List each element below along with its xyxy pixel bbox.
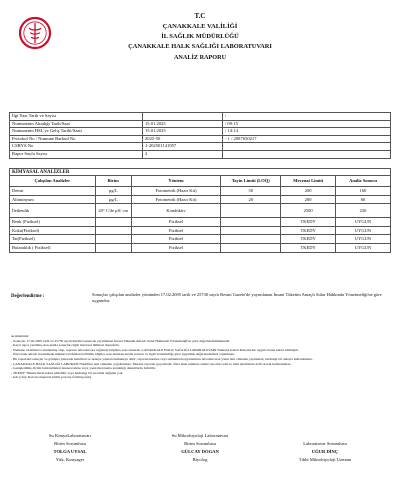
loq-cell: [221, 218, 281, 227]
evaluation-label: Değerlendirme :: [11, 294, 45, 299]
info-label: Protokol No / Numune Barkod No: [10, 135, 143, 143]
signature-block: [270, 432, 380, 464]
signature-role: Birim Sorumlusu: [184, 440, 216, 446]
loq-cell: [221, 243, 281, 252]
signature-block: [20, 432, 120, 464]
info-label: CSBYS.No: [10, 143, 143, 151]
table-row: [10, 226, 391, 235]
info-value: 15.01.2025: [143, 128, 223, 136]
section-title: KİMYASAL ANALİZLER: [9, 168, 391, 175]
signature-name: UĞUR DİNÇ: [311, 448, 339, 454]
info-row: [10, 150, 391, 158]
unit-cell: [95, 235, 131, 244]
note-line: - ÇANAKKALE HALK SAĞLIĞI LABORATUVARI'nın izni olmadan çoğaltılamaz. İmzasız raporlar geçersizdir. Özel istek numune analiz raporları adli ve idari işlemlerde delil olarak kullanılamaz.: [11, 361, 292, 366]
signature-unit: Su Mikrobiyoloji Laboratuvarı: [171, 433, 229, 438]
signature-name: TOLGA UYSAL: [53, 448, 87, 454]
info-value-2: - 1 / 2087650217: [223, 135, 391, 143]
method-cell: Fotometrik (Hazır Kit): [131, 195, 221, 204]
analysis-name: Demir: [10, 187, 96, 196]
analysis-name: İletkenlik: [10, 204, 96, 218]
limit-cell: 200: [281, 195, 336, 204]
table-row: [10, 243, 391, 252]
unit-cell: µg/L: [95, 187, 131, 196]
header-directorate: İL SAĞLIK MÜDÜRLÜĞÜ: [161, 33, 239, 40]
col-header: Mevzuat Limiti: [281, 176, 336, 187]
info-value-2: / 14:14: [223, 128, 391, 136]
signature-role: Laboratuvar Sorumlusu: [303, 440, 347, 446]
info-row: [10, 128, 391, 136]
unit-cell: [95, 218, 131, 227]
note-line: - Genişletilmiş ölçüm belirsizlikleri istenen talebe veya yasal mevzuatta aranıldığı durumlarda belirtilir.: [11, 366, 157, 371]
info-label: Numunenin Alındığı Tarih/Saat: [10, 120, 143, 128]
method-cell: Fiziksel: [131, 226, 221, 235]
loq-cell: [221, 235, 281, 244]
analysis-name: Bulanıklık ( Fiziksel): [10, 243, 96, 252]
col-header: Tayin Limiti (LOQ): [221, 176, 281, 187]
info-row: [10, 135, 391, 143]
notes-block: [11, 334, 386, 380]
info-value: 2025-50: [143, 135, 223, 143]
info-value-2: [223, 143, 391, 151]
signature-block: [140, 432, 260, 464]
header-lab: ÇANAKKALE HALK SAĞLIĞI LABORATUVARI: [128, 43, 272, 50]
note-line: - Numune tarafımızca alınmamış olup, raporun laboratuvara sağlanan bilgilere esas alınarak, ÇANAKKALE HALK SAĞLIĞI LABORATUVARI Numune Kabul Kriterlerine uygun olarak kabul edilmiştir.: [11, 347, 299, 352]
info-value: 15.01.2025: [143, 120, 223, 128]
evaluation-text: Sonuçlar çalışılan analizler yönünden 17.02.2005 tarih ve 25730 sayılı Resmi Gazete'de yayımlanan İnsani Tüketim Amaçlı Sular Hakkında Yönetmeliği'ne göre uygundur.: [92, 292, 382, 303]
info-label: Rapor Sayfa Sayısı: [10, 150, 143, 158]
result-cell: 160: [336, 187, 391, 196]
notes-heading: Açıklamalar:: [11, 334, 30, 338]
limit-cell: TKEDY: [281, 243, 336, 252]
unit-cell: [95, 243, 131, 252]
table-row: [10, 204, 391, 218]
unit-cell: [95, 226, 131, 235]
method-cell: Fiziksel: [131, 243, 221, 252]
table-row: [10, 195, 391, 204]
analysis-name: Tat(Fiziksel): [10, 235, 96, 244]
signature-title: Yük. Kimyager: [55, 456, 85, 462]
signature-title: Biyolog: [192, 456, 208, 462]
info-value: 2: [143, 150, 223, 158]
method-cell: Fiziksel: [131, 218, 221, 227]
col-header: Birim: [95, 176, 131, 187]
table-row: [10, 218, 391, 227]
header-governorship: ÇANAKKALE VALİLİĞİ: [162, 23, 238, 30]
results-header-row: [10, 176, 391, 187]
report-title: ANALİZ RAPORU: [173, 54, 227, 61]
col-header: Çalışılan Analizler: [10, 176, 96, 187]
result-cell: UYGUN: [336, 243, 391, 252]
method-cell: Kondüktiv: [131, 204, 221, 218]
loq-cell: [221, 226, 281, 235]
info-value: 1-202501141957: [143, 143, 223, 151]
result-cell: 230: [336, 204, 391, 218]
note-line: - Sonuçlar 17.02.2005 tarih ve 25730 sayılı Resmi Gazete'de yayımlanan İnsani Tüketim Amaçlı Sular Hakkında Yönetmeliği'ne göre değerlendirilmektedir.: [11, 338, 231, 343]
result-cell: UYGUN: [336, 226, 391, 235]
limit-cell: TKEDY: [281, 218, 336, 227]
info-label: İlgi Yazı Tarih ve Sayısı: [10, 113, 143, 121]
sample-info-table: [9, 112, 391, 159]
unit-cell: µg/L: [95, 195, 131, 204]
note-line: - Kayıt rapor yazılmış olan analiz sonuçları ilgili mevzuat limitleri dışındadır.: [11, 343, 120, 348]
info-label: Numunenin HSL'ye Geliş Tarihi/Saati: [10, 128, 143, 136]
note-line: - TKEDY: Tüketicilerin kabul edilebilir veya herhangi bir anormal değişim yok.: [11, 370, 124, 375]
signature-unit: [270, 432, 380, 440]
result-cell: UYGUN: [336, 218, 391, 227]
results-table: [9, 175, 391, 253]
method-cell: Fiziksel: [131, 235, 221, 244]
result-cell: 60: [336, 195, 391, 204]
loq-cell: [221, 204, 281, 218]
signature-unit: Su KimyaLaboratuvarı: [48, 433, 92, 438]
table-row: [10, 187, 391, 196]
signature-name: GÜLCAY DOGAN: [181, 448, 219, 454]
analysis-name: Koku(Fiziksel): [10, 226, 96, 235]
analysis-name: Alüminyum: [10, 195, 96, 204]
col-header: Yöntem: [131, 176, 221, 187]
signature-title: Tıbbi Mikrobiyoloji Uzmanı: [298, 456, 352, 462]
note-line: - Özel istek amaçlı incelemede müşteri tarafından belirtilen bilgiler esas alınarak analiz sonucu ve ilgili yönetmeliğe göre uygunluk değerlendirmesi yapılmıştır.: [11, 352, 236, 357]
info-value: [143, 113, 223, 121]
col-header: Analiz Sonucu: [336, 176, 391, 187]
info-row: [10, 143, 391, 151]
loq-cell: 50: [221, 187, 281, 196]
result-cell: UYGUN: [336, 235, 391, 244]
signature-role: Birim Sorumlusu: [54, 440, 86, 446]
limit-cell: 2500: [281, 204, 336, 218]
analysis-name: Renk (Fiziksel): [10, 218, 96, 227]
limit-cell: 200: [281, 187, 336, 196]
note-line: - kob (cfu): Koloni oluşturan birim (colony forming unit): [11, 375, 92, 380]
limit-cell: TKEDY: [281, 226, 336, 235]
table-row: [10, 235, 391, 244]
loq-cell: 20: [221, 195, 281, 204]
limit-cell: TKEDY: [281, 235, 336, 244]
info-value-2: / 09:15: [223, 120, 391, 128]
info-row: [10, 120, 391, 128]
info-value-2: /: [223, 113, 391, 121]
header-tc: T.C: [194, 12, 206, 20]
info-row: [10, 113, 391, 121]
info-value-2: [223, 150, 391, 158]
note-line: - Bu raporlaki sonuçlar ve görüşler yukarıda belirtilen ve deneye yapılan numuneye aittir; raporun kısmen veya tamamen kopyalanması laboratuvarın yazılı izni olmadan yapılamaz; herhangi bir amaçla kullanılamaz.: [11, 356, 313, 361]
method-cell: Fotometrik (Hazır Kit): [131, 187, 221, 196]
unit-cell: 20° C'de µS/ cm: [95, 204, 131, 218]
